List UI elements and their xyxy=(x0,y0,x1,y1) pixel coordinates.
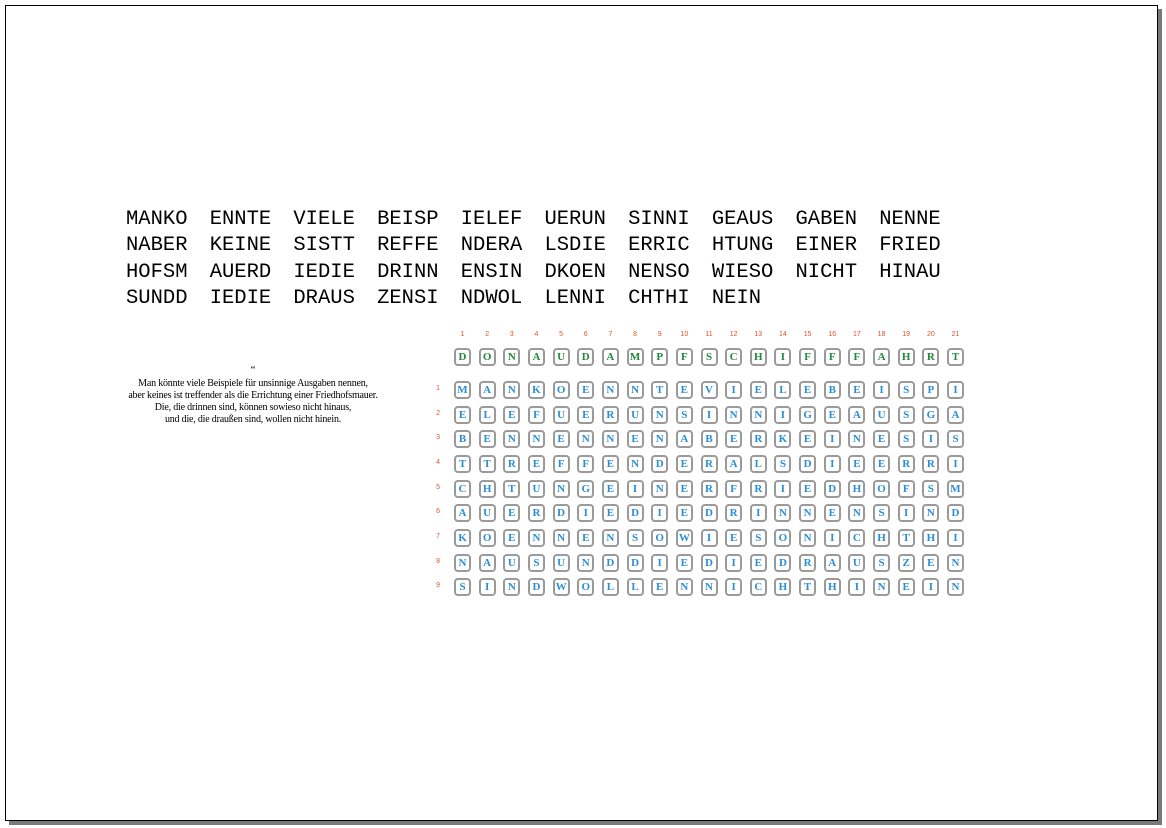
cipher-group: HOFSM xyxy=(126,260,188,284)
grid-letter-cell: I xyxy=(947,455,964,473)
grid-letter-cell: D xyxy=(799,455,816,473)
grid-letter-cell: T xyxy=(454,455,471,473)
grid-letter-cell: T xyxy=(651,381,668,399)
column-number: 4 xyxy=(534,331,539,338)
grid-letter-cell: I xyxy=(922,578,939,596)
grid-letter-cell: N xyxy=(602,430,619,448)
grid-letter-cell: I xyxy=(824,529,841,547)
grid-letter-cell: E xyxy=(676,554,693,572)
grid-letter-cell: R xyxy=(701,480,718,498)
grid-letter-cell: L xyxy=(602,578,619,596)
grid-letter-cell: R xyxy=(528,504,545,522)
key-letter-cell: T xyxy=(947,348,964,366)
row-number: 8 xyxy=(436,557,440,565)
column-number: 21 xyxy=(951,331,960,338)
column-number: 15 xyxy=(803,331,812,338)
key-letter-cell: U xyxy=(553,348,570,366)
key-letter-cell: P xyxy=(651,348,668,366)
column-number: 14 xyxy=(779,331,787,338)
grid-letter-cell: I xyxy=(651,554,668,572)
grid-letter-cell: A xyxy=(479,554,496,572)
column-number: 1 xyxy=(460,331,465,338)
cipher-group: LENNI xyxy=(544,287,606,311)
grid-letter-cell: M xyxy=(454,381,471,399)
cipher-group: DRINN xyxy=(377,260,439,284)
grid-letter-cell: H xyxy=(848,480,865,498)
grid-letter-cell: I xyxy=(725,554,742,572)
grid-letter-cell: S xyxy=(750,529,767,547)
grid-letter-cell: N xyxy=(651,406,668,424)
cipher-group: DKOEN xyxy=(544,260,606,284)
grid-letter-cell: E xyxy=(676,504,693,522)
grid-letter-cell: U xyxy=(848,554,865,572)
grid-letter-cell: S xyxy=(873,504,890,522)
grid-letter-cell: N xyxy=(799,504,816,522)
cipher-group: IEDIE xyxy=(209,287,272,311)
cipher-group: BEISP xyxy=(377,208,439,231)
grid-letter-cell: E xyxy=(602,504,619,522)
grid-letter-cell: R xyxy=(503,455,520,473)
grid-letter-cell: G xyxy=(577,480,594,498)
grid-letter-cell: B xyxy=(454,430,471,448)
grid-letter-cell: E xyxy=(750,554,767,572)
grid-letter-cell: N xyxy=(848,504,865,522)
cipher-group: NENSO xyxy=(628,260,690,284)
grid-letter-cell: E xyxy=(454,406,471,424)
key-letter-cell: N xyxy=(503,348,520,366)
grid-letter-cell: A xyxy=(725,455,742,473)
grid-letter-cell: N xyxy=(528,430,545,448)
cipher-line xyxy=(126,207,963,233)
grid-letter-cell: U xyxy=(627,406,644,424)
cipher-group: IEDIE xyxy=(293,260,355,284)
grid-letter-cell: D xyxy=(947,504,964,522)
key-letter-cell: A xyxy=(602,348,619,366)
cipher-group: ZENSI xyxy=(377,287,439,311)
grid-letter-cell: E xyxy=(503,406,520,424)
grid-letter-cell: C xyxy=(848,529,865,547)
cipher-group: CHTHI xyxy=(628,287,690,311)
grid-letter-cell: E xyxy=(676,455,693,473)
column-number: 18 xyxy=(877,331,886,338)
grid-letter-cell: R xyxy=(799,554,816,572)
cipher-group: MANKO xyxy=(126,208,188,231)
grid-letter-cell: D xyxy=(701,504,718,522)
grid-letter-cell: I xyxy=(774,406,791,424)
grid-letter-cell: L xyxy=(479,406,496,424)
grid-letter-cell: R xyxy=(750,480,767,498)
column-number: 12 xyxy=(729,331,738,338)
column-number: 17 xyxy=(852,331,861,338)
grid-letter-cell: H xyxy=(824,578,841,596)
quote-open-mark: “ xyxy=(250,364,256,376)
grid-letter-cell: I xyxy=(725,578,742,596)
grid-letter-cell: N xyxy=(602,529,619,547)
grid-letter-cell: T xyxy=(503,480,520,498)
grid-letter-cell: I xyxy=(922,430,939,448)
grid-letter-cell: E xyxy=(848,455,865,473)
grid-letter-cell: D xyxy=(627,554,644,572)
grid-letter-cell: N xyxy=(553,480,570,498)
key-letter-cell: D xyxy=(454,348,471,366)
cipher-group: NENNE xyxy=(879,208,941,231)
grid-letter-cell: I xyxy=(479,578,496,596)
grid-letter-cell: S xyxy=(898,381,915,399)
grid-letter-cell: N xyxy=(725,406,742,424)
cipher-group: SINNI xyxy=(628,208,690,231)
grid-letter-cell: H xyxy=(922,529,939,547)
column-number: 20 xyxy=(926,331,935,338)
document-page xyxy=(5,5,1158,821)
grid-letter-cell: N xyxy=(676,578,693,596)
grid-letter-cell: N xyxy=(503,430,520,448)
grid-letter-cell: S xyxy=(627,529,644,547)
quote-line: aber keines ist treffender als die Errichtung einer Friedhofsmauer. xyxy=(128,390,378,401)
grid-letter-cell: E xyxy=(577,529,594,547)
grid-letter-cell: E xyxy=(503,504,520,522)
grid-letter-cell: E xyxy=(824,406,841,424)
grid-letter-cell: T xyxy=(799,578,816,596)
grid-letter-cell: D xyxy=(824,480,841,498)
grid-letter-cell: D xyxy=(627,504,644,522)
key-letter-cell: M xyxy=(627,348,644,366)
grid-letter-cell: I xyxy=(701,406,718,424)
grid-letter-cell: B xyxy=(824,381,841,399)
cipher-group: NDWOL xyxy=(460,287,523,311)
grid-letter-cell: E xyxy=(873,455,890,473)
quote-line: und die, die draußen sind, wollen nicht hinein. xyxy=(164,414,342,425)
grid-letter-cell: A xyxy=(676,430,693,448)
grid-letter-cell: F xyxy=(577,455,594,473)
grid-letter-cell: W xyxy=(676,529,693,547)
grid-letter-cell: E xyxy=(848,381,865,399)
column-number: 3 xyxy=(509,331,514,338)
grid-letter-cell: I xyxy=(848,578,865,596)
grid-letter-cell: N xyxy=(503,578,520,596)
grid-letter-cell: S xyxy=(947,430,964,448)
grid-letter-cell: V xyxy=(701,381,718,399)
grid-letter-cell: R xyxy=(898,455,915,473)
grid-letter-cell: S xyxy=(873,554,890,572)
grid-letter-cell: T xyxy=(479,455,496,473)
grid-letter-cell: L xyxy=(627,578,644,596)
key-letter-cell: H xyxy=(750,348,767,366)
key-letter-cell: F xyxy=(799,348,816,366)
grid-letter-cell: S xyxy=(898,406,915,424)
grid-letter-cell: N xyxy=(799,529,816,547)
grid-letter-cell: O xyxy=(873,480,890,498)
grid-letter-cell: E xyxy=(676,381,693,399)
key-letter-cell: C xyxy=(725,348,742,366)
row-number: 5 xyxy=(436,483,440,491)
grid-letter-cell: E xyxy=(627,430,644,448)
grid-letter-cell: O xyxy=(651,529,668,547)
grid-letter-cell: D xyxy=(774,554,791,572)
grid-letter-cell: R xyxy=(701,455,718,473)
grid-letter-cell: U xyxy=(553,554,570,572)
cipher-group: NDERA xyxy=(460,234,523,258)
grid-letter-cell: I xyxy=(898,504,915,522)
grid-letter-cell: N xyxy=(651,480,668,498)
grid-letter-cell: R xyxy=(750,430,767,448)
grid-letter-cell: N xyxy=(577,554,594,572)
grid-letter-cell: E xyxy=(577,406,594,424)
row-number: 1 xyxy=(436,385,440,392)
grid-letter-cell: D xyxy=(553,504,570,522)
cipher-group: GABEN xyxy=(795,208,858,231)
row-number: 7 xyxy=(436,532,440,540)
cipher-group: NICHT xyxy=(795,260,858,284)
grid-letter-cell: N xyxy=(627,381,644,399)
grid-letter-cell: I xyxy=(627,480,644,498)
cipher-line xyxy=(126,286,963,312)
grid-letter-cell: K xyxy=(528,381,545,399)
grid-letter-cell: E xyxy=(676,480,693,498)
key-letter-cell: D xyxy=(577,348,594,366)
cipher-line xyxy=(126,260,963,286)
key-letter-cell: O xyxy=(479,348,496,366)
cipher-group: IELEF xyxy=(460,208,523,231)
grid-letter-cell: E xyxy=(553,430,570,448)
grid-letter-cell: H xyxy=(774,578,791,596)
column-number: 19 xyxy=(902,331,911,338)
cipher-group: SISTT xyxy=(293,234,355,258)
grid-letter-cell: I xyxy=(750,504,767,522)
quote-line: Die, die drinnen sind, können sowieso nicht hinaus, xyxy=(154,402,352,413)
cipher-group: KEINE xyxy=(209,234,272,258)
grid-letter-cell: F xyxy=(898,480,915,498)
key-letter-cell: H xyxy=(898,348,915,366)
row-number: 4 xyxy=(436,458,440,466)
column-number: 10 xyxy=(680,331,689,338)
grid-letter-cell: N xyxy=(577,430,594,448)
grid-letter-cell: E xyxy=(898,578,915,596)
column-number: 13 xyxy=(754,331,763,338)
column-number: 6 xyxy=(583,331,588,338)
grid-letter-cell: I xyxy=(774,480,791,498)
cipher-group: UERUN xyxy=(544,208,606,231)
grid-letter-cell: E xyxy=(725,529,742,547)
grid-letter-cell: U xyxy=(479,504,496,522)
grid-letter-cell: O xyxy=(553,381,570,399)
grid-letter-cell: E xyxy=(528,455,545,473)
grid-letter-cell: N xyxy=(947,578,964,596)
cipher-group: HINAU xyxy=(879,260,941,284)
grid-letter-cell: U xyxy=(873,406,890,424)
grid-letter-cell: N xyxy=(503,381,520,399)
grid-letter-cell: P xyxy=(922,381,939,399)
grid-letter-cell: N xyxy=(922,504,939,522)
column-number: 2 xyxy=(485,331,490,338)
grid-letter-cell: R xyxy=(602,406,619,424)
grid-letter-cell: E xyxy=(799,480,816,498)
grid-letter-cell: I xyxy=(725,381,742,399)
cipher-group: VIELE xyxy=(293,208,355,231)
grid-letter-cell: A xyxy=(947,406,964,424)
grid-letter-cell: E xyxy=(479,430,496,448)
key-letter-cell: I xyxy=(774,348,791,366)
grid-letter-cell: N xyxy=(774,504,791,522)
column-number: 9 xyxy=(657,331,662,338)
cipher-group: ENNTE xyxy=(209,208,272,231)
grid-letter-cell: S xyxy=(898,430,915,448)
grid-letter-cell: N xyxy=(553,529,570,547)
grid-letter-cell: A xyxy=(454,504,471,522)
grid-letter-cell: N xyxy=(947,554,964,572)
grid-letter-cell: S xyxy=(676,406,693,424)
grid-letter-cell: E xyxy=(750,381,767,399)
cipher-group: DRAUS xyxy=(293,287,355,311)
grid-letter-cell: G xyxy=(799,406,816,424)
grid-letter-cell: E xyxy=(922,554,939,572)
grid-letter-cell: O xyxy=(774,529,791,547)
cipher-group: NABER xyxy=(126,234,188,258)
grid-letter-cell: E xyxy=(602,455,619,473)
grid-letter-cell: K xyxy=(774,430,791,448)
row-number: 3 xyxy=(436,434,440,442)
grid-letter-cell: I xyxy=(577,504,594,522)
key-letter-cell: A xyxy=(528,348,545,366)
grid-letter-cell: E xyxy=(799,430,816,448)
grid-letter-cell: I xyxy=(824,455,841,473)
grid-letter-cell: I xyxy=(873,381,890,399)
grid-letter-cell: F xyxy=(553,455,570,473)
grid-letter-cell: D xyxy=(651,455,668,473)
cipher-group: WIESO xyxy=(711,260,774,284)
grid-letter-cell: N xyxy=(848,430,865,448)
grid-letter-cell: A xyxy=(824,554,841,572)
grid-letter-cell: F xyxy=(528,406,545,424)
cipher-line xyxy=(126,233,963,259)
grid-letter-cell: S xyxy=(922,480,939,498)
grid-letter-cell: N xyxy=(750,406,767,424)
grid-letter-cell: I xyxy=(824,430,841,448)
grid-letter-cell: L xyxy=(750,455,767,473)
quote-line: Man könnte viele Beispiele für unsinnige Ausgaben nennen, xyxy=(138,378,368,389)
grid-letter-cell: N xyxy=(873,578,890,596)
grid-letter-cell: N xyxy=(627,455,644,473)
grid-letter-cell: N xyxy=(454,554,471,572)
grid-letter-cell: N xyxy=(701,578,718,596)
cipher-group: NEIN xyxy=(711,287,762,311)
key-letter-cell: S xyxy=(701,348,718,366)
grid-letter-cell: T xyxy=(898,529,915,547)
grid-letter-cell: H xyxy=(479,480,496,498)
grid-letter-cell: G xyxy=(922,406,939,424)
grid-letter-cell: L xyxy=(774,381,791,399)
grid-letter-cell: A xyxy=(479,381,496,399)
cipher-text-block xyxy=(126,207,963,313)
grid-letter-cell: U xyxy=(503,554,520,572)
column-number: 7 xyxy=(608,331,613,338)
row-number: 2 xyxy=(436,409,440,417)
key-letter-cell: F xyxy=(676,348,693,366)
column-number: 5 xyxy=(559,331,564,338)
grid-letter-cell: D xyxy=(701,554,718,572)
cipher-group: SUNDD xyxy=(126,287,188,311)
grid-letter-cell: K xyxy=(454,529,471,547)
key-letter-cell: A xyxy=(873,348,890,366)
grid-letter-cell: I xyxy=(701,529,718,547)
key-letter-cell: R xyxy=(922,348,939,366)
grid-letter-cell: S xyxy=(454,578,471,596)
grid-letter-cell: I xyxy=(947,381,964,399)
cipher-group: GEAUS xyxy=(711,208,774,231)
row-number: 6 xyxy=(436,508,440,516)
grid-letter-cell: R xyxy=(922,455,939,473)
grid-letter-cell: I xyxy=(947,529,964,547)
grid-letter-cell: M xyxy=(947,480,964,498)
grid-letter-cell: D xyxy=(528,578,545,596)
grid-letter-cell: E xyxy=(725,430,742,448)
grid-letter-cell: A xyxy=(848,406,865,424)
grid-letter-cell: U xyxy=(553,406,570,424)
grid-letter-cell: H xyxy=(873,529,890,547)
grid-letter-cell: E xyxy=(824,504,841,522)
column-number: 11 xyxy=(705,331,713,338)
cipher-group: AUERD xyxy=(209,260,272,284)
grid-letter-cell: N xyxy=(651,430,668,448)
grid-letter-cell: E xyxy=(577,381,594,399)
cipher-group: REFFE xyxy=(377,234,439,258)
grid-letter-cell: D xyxy=(602,554,619,572)
cipher-group: FRIED xyxy=(879,234,941,258)
cipher-group: EINER xyxy=(795,234,858,258)
grid-letter-cell: C xyxy=(750,578,767,596)
grid-letter-cell: E xyxy=(873,430,890,448)
grid-letter-cell: W xyxy=(553,578,570,596)
grid-letter-cell: F xyxy=(725,480,742,498)
grid-letter-cell: N xyxy=(528,529,545,547)
key-letter-cell: F xyxy=(824,348,841,366)
cipher-group: LSDIE xyxy=(544,234,606,258)
key-letter-cell: F xyxy=(848,348,865,366)
grid-letter-cell: S xyxy=(774,455,791,473)
row-number: 9 xyxy=(436,582,440,590)
grid-letter-cell: C xyxy=(454,480,471,498)
grid-letter-cell: I xyxy=(651,504,668,522)
column-number: 16 xyxy=(828,331,837,338)
quote-block xyxy=(88,364,418,426)
column-number: 8 xyxy=(633,331,637,338)
grid-letter-cell: S xyxy=(528,554,545,572)
grid-letter-cell: Z xyxy=(898,554,915,572)
cipher-group: ERRIC xyxy=(628,234,690,258)
grid-letter-cell: E xyxy=(799,381,816,399)
grid-letter-cell: O xyxy=(577,578,594,596)
grid-letter-cell: E xyxy=(602,480,619,498)
grid-letter-cell: R xyxy=(725,504,742,522)
grid-letter-cell: U xyxy=(528,480,545,498)
grid-letter-cell: O xyxy=(479,529,496,547)
grid-letter-cell: N xyxy=(602,381,619,399)
grid-letter-cell: E xyxy=(651,578,668,596)
grid-letter-cell: E xyxy=(503,529,520,547)
cipher-group: ENSIN xyxy=(460,260,523,284)
grid-letter-cell: B xyxy=(701,430,718,448)
cipher-group: HTUNG xyxy=(711,234,774,258)
